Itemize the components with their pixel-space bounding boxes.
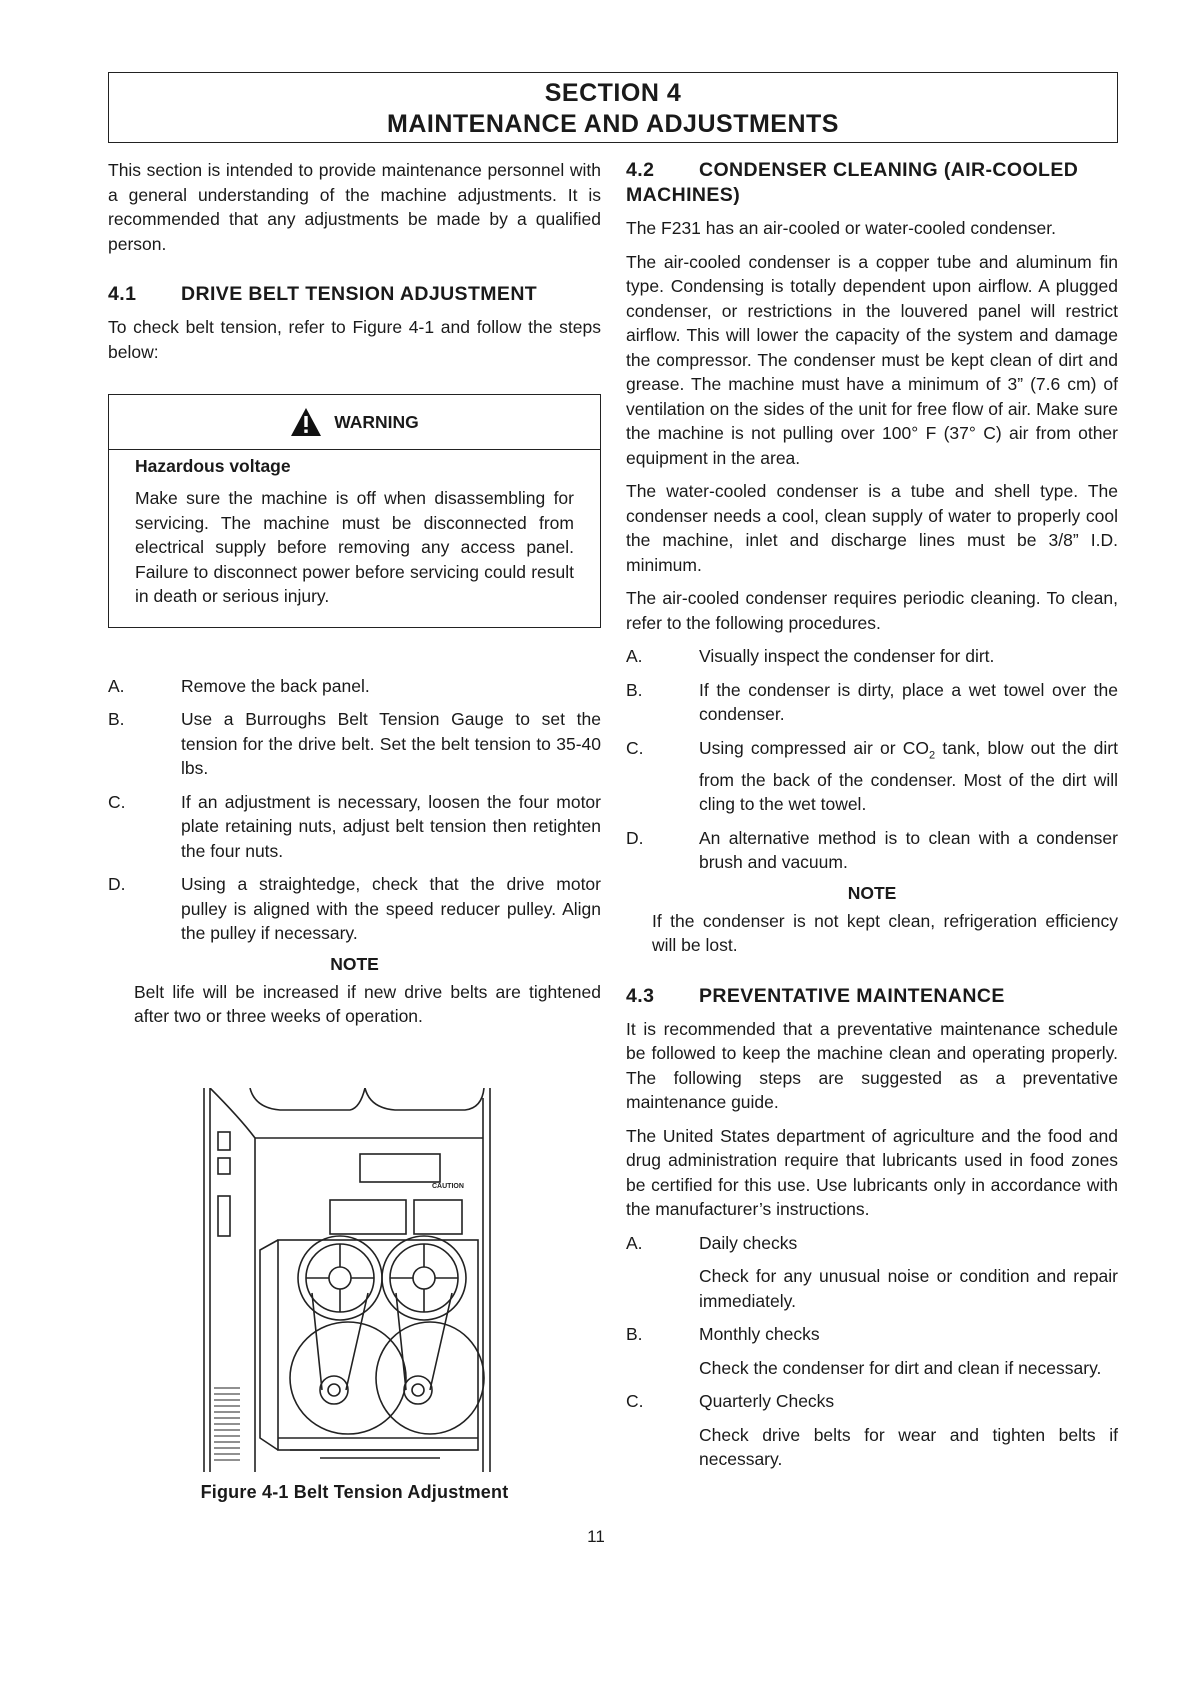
paragraph: The air-cooled condenser requires periodic cleaning. To clean, refer to the following procedures. [626,588,1118,633]
paragraph: The water-cooled condenser is a tube and shell type. The condenser needs a cool, clean supply of water to properly cool the machine, inlet and discharge lines must be 3/8” I.D. minimum. [626,481,1118,575]
warning-box [108,394,601,628]
list-item [626,678,1118,727]
step-letter: D. [108,874,126,894]
step-letter: D. [626,827,644,848]
step-text: If the condenser is dirty, place a wet towel over the condenser. [699,679,1118,724]
warning-title: WARNING [334,411,419,432]
check-text: Check for any unusual noise or condition and repair immediately. [699,1266,1118,1311]
step-letter: B. [108,709,125,729]
step-letter: A. [626,646,643,666]
warning-text: Make sure the machine is off when disassembling for servicing. The machine must be disconnected from electrical supply before removing any access panel. Failure to disconnect power before servicing could result in death or serious injury. [135,488,574,606]
check-letter: B. [626,1324,643,1344]
check-title: Monthly checks [699,1324,820,1344]
check-text: Check drive belts for wear and tighten belts if necessary. [699,1424,1118,1469]
check-title: Quarterly Checks [699,1391,835,1411]
step-text: Use a Burroughs Belt Tension Gauge to set the tension for the drive belt. Set the belt tension to 35-40 lbs. [181,709,601,778]
belt-intro-paragraph: To check belt tension, refer to Figure 4-1 and follow the steps below: [108,317,601,362]
section-title: MAINTENANCE AND ADJUSTMENTS [387,110,839,138]
step-text [699,736,1118,817]
heading-title: PREVENTATIVE MAINTENANCE [699,984,1005,1007]
machine-illustration [200,1088,510,1476]
step-letter: C. [108,791,126,812]
figure-caption: Figure 4-1 Belt Tension Adjustment [200,1482,509,1502]
step-text: If an adjustment is necessary, loosen the four motor plate retaining nuts, adjust belt tension then retighten the four nuts. [181,791,601,861]
paragraph: The United States department of agriculture and the food and drug administration require that lubricants used in food zones be certified for this use. Use lubricants only in accordance with the manufacturer’s instructions. [626,1125,1118,1219]
check-text: Check the condenser for dirt and clean if necessary. [699,1357,1102,1378]
list-item [626,644,1118,669]
list-item [626,1322,1118,1347]
note-title: NOTE [847,882,897,903]
list-item [108,674,601,699]
check-letter: C. [626,1391,644,1411]
paragraph: The air-cooled condenser is a copper tube and aluminum fin type. Condensing is totally dependent upon airflow. A plugged condenser, or restrictions in the louvered panel will restrict airflow. This will lower the capacity of the system and damage the compressor. The condenser must be kept clean of dirt and grease. The machine must have a minimum of 3” (7.6 cm) of ventilation on the sides of the unit for free flow of air. Make sure the machine is not pulling over 100° F (37° C) air from other equipment in the area. [626,251,1118,468]
step-text-subscript: 2 [929,749,936,761]
step-text-post: tank, blow out the dirt from the back of the condenser. Most of the dirt will cling to the wet towel. [699,737,1118,814]
warning-body [109,450,600,627]
check-letter: A. [626,1232,643,1253]
list-item [108,707,601,781]
heading-number: 4.1 [108,283,137,305]
list-item [626,1231,1118,1256]
check-title: Daily checks [699,1232,798,1253]
note-text: If the condenser is not kept clean, refrigeration efficiency will be lost. [652,910,1118,955]
heading-number: 4.2 [626,159,655,181]
list-item [108,872,601,946]
list-item [108,790,601,864]
warning-header [109,395,600,450]
intro-paragraph: This section is intended to provide maintenance personnel with a general understanding of the machine adjustments. It is recommended that any adjustments be made by a qualified person. [108,160,601,254]
note-text: Belt life will be increased if new drive belts are tightened after two or three weeks of operation. [134,981,601,1026]
paragraph: It is recommended that a preventative maintenance schedule be followed to keep the machine clean and operating properly. The following steps are suggested as a preventative maintenance guide. [626,1018,1118,1112]
paragraph: The F231 has an air-cooled or water-cooled condenser. [626,218,1056,238]
section-number: SECTION 4 [544,79,682,107]
hazard-label: Hazardous voltage [135,456,291,476]
heading-4-3 [626,984,1118,1009]
step-text: An alternative method is to clean with a condenser brush and vacuum. [699,827,1118,872]
step-text: Using a straightedge, check that the drive motor pulley is aligned with the speed reducer pulley. Align the pulley if necessary. [181,874,601,943]
heading-4-1 [108,282,601,307]
right-column [626,158,1118,1481]
list-item [626,1389,1118,1414]
heading-title: DRIVE BELT TENSION ADJUSTMENT [181,283,538,305]
heading-title: CONDENSER CLEANING (AIR-COOLED MACHINES) [626,159,1079,206]
step-letter: C. [626,737,644,758]
belt-tension-figure [200,1088,510,1476]
page-number: 11 [587,1527,605,1546]
note-title: NOTE [330,953,379,974]
list-item [626,736,1118,817]
step-text: Remove the back panel. [181,675,370,696]
warning-triangle-icon [290,407,322,437]
left-column [108,158,601,1038]
heading-number: 4.3 [626,984,655,1007]
caution-label: CAUTION [432,1183,464,1190]
heading-4-2 [626,158,1118,208]
step-letter: B. [626,679,643,700]
list-item [626,826,1118,875]
step-text: Visually inspect the condenser for dirt. [699,646,995,666]
step-letter: A. [108,675,125,696]
step-text-pre: Using compressed air or CO [699,737,930,758]
section-header [108,72,1118,143]
